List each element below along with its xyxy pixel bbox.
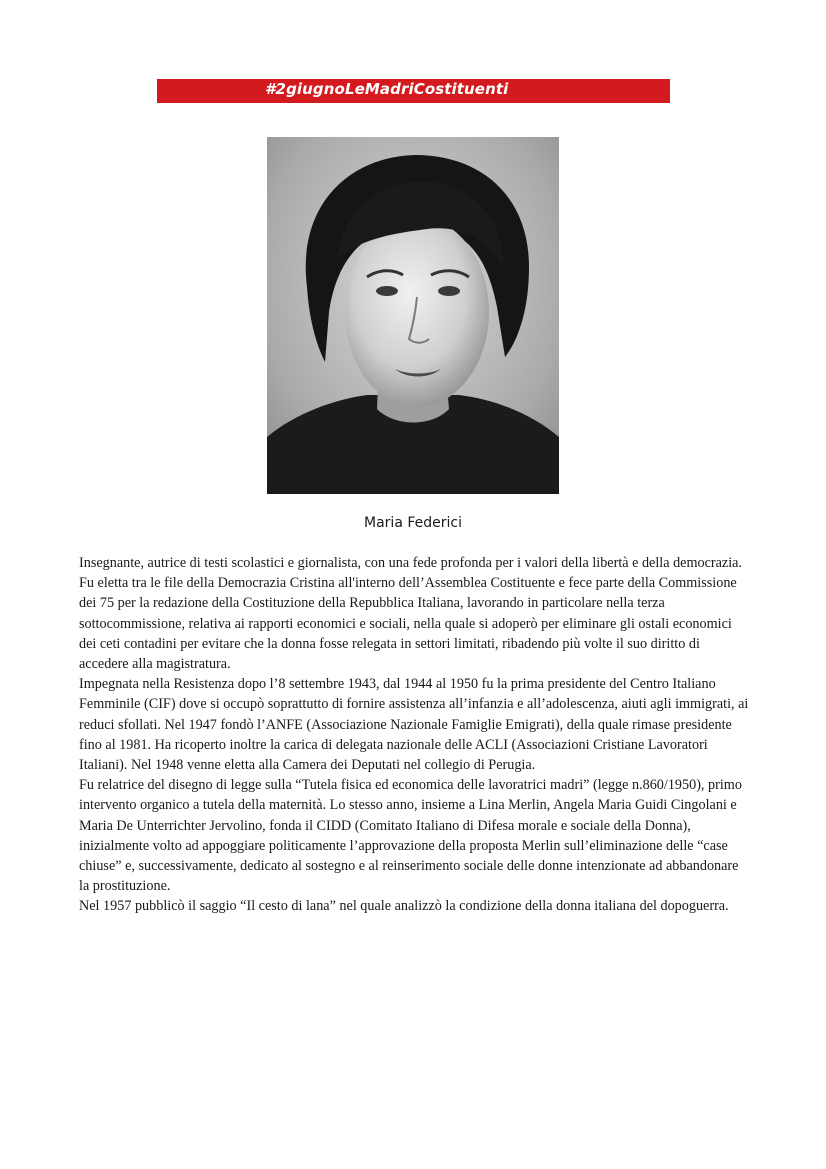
bio-paragraph: Impegnata nella Resistenza dopo l’8 settembre 1943, dal 1944 al 1950 fu la prima presidente del Centro Italiano Femminile (CIF) dove si occupò soprattutto di fornire assistenza all’infanzia e all’adolescenza, aiuti agli immigrati, ai reduci sfollati. Nel 1947 fondò l’ANFE (Associazione Nazionale Famiglie Emigrati), della quale rimase presidente fino al 1981. Ha ricoperto inoltre la carica di delegata nazionale delle ACLI (Associazioni Cristiane Lavoratori Italiani). Nel 1948 venne eletta alla Camera dei Deputati nel collegio di Perugia. bbox=[79, 676, 749, 774]
biography-text bbox=[79, 553, 751, 917]
portrait-photo bbox=[267, 137, 559, 494]
hashtag-banner bbox=[157, 79, 670, 103]
bio-paragraph: Nel 1957 pubblicò il saggio “Il cesto di lana” nel quale analizzò la condizione della donna italiana del dopoguerra. bbox=[79, 898, 729, 915]
portrait-illustration bbox=[267, 137, 559, 494]
bio-paragraph: Fu eletta tra le file della Democrazia Cristina all'interno dell’Assemblea Costituente e fece parte della Commissione dei 75 per la redazione della Costituzione della Repubblica Italiana, lavorando in particolare nella terza sottocommissione, relativa ai rapporti economici e sociali, nella quale si adoperò per eliminare gli ostali economici dei ceti contadini per evitare che la donna fosse relegata in settori limitati, ribadendo più volte il suo diritto di accedere alla magistratura. bbox=[79, 575, 737, 673]
bio-paragraph: Insegnante, autrice di testi scolastici e giornalista, con una fede profonda per i valori della libertà e della democrazia. bbox=[79, 555, 742, 571]
photo-caption: Maria Federici bbox=[364, 515, 462, 531]
hashtag-text: #2giugnoLeMadriCostituenti bbox=[265, 80, 509, 98]
bio-paragraph: Fu relatrice del disegno di legge sulla “Tutela fisica ed economica delle lavoratrici madri” (legge n.860/1950), primo intervento organico a tutela della maternità. Lo stesso anno, insieme a Lina Merlin, Angela Maria Guidi Cingolani e Maria De Unterrichter Jervolino, fonda il CIDD (Comitato Italiano di Difesa morale e sociale della Donna), inizialmente volto ad appoggiare politicamente l’approvazione della proposta Merlin sull’eliminazione delle “case chiuse” e, successivamente, dedicato al sostegno e al reinserimento sociale delle donne intenzionate ad abbandonare la prostituzione. bbox=[79, 777, 742, 895]
